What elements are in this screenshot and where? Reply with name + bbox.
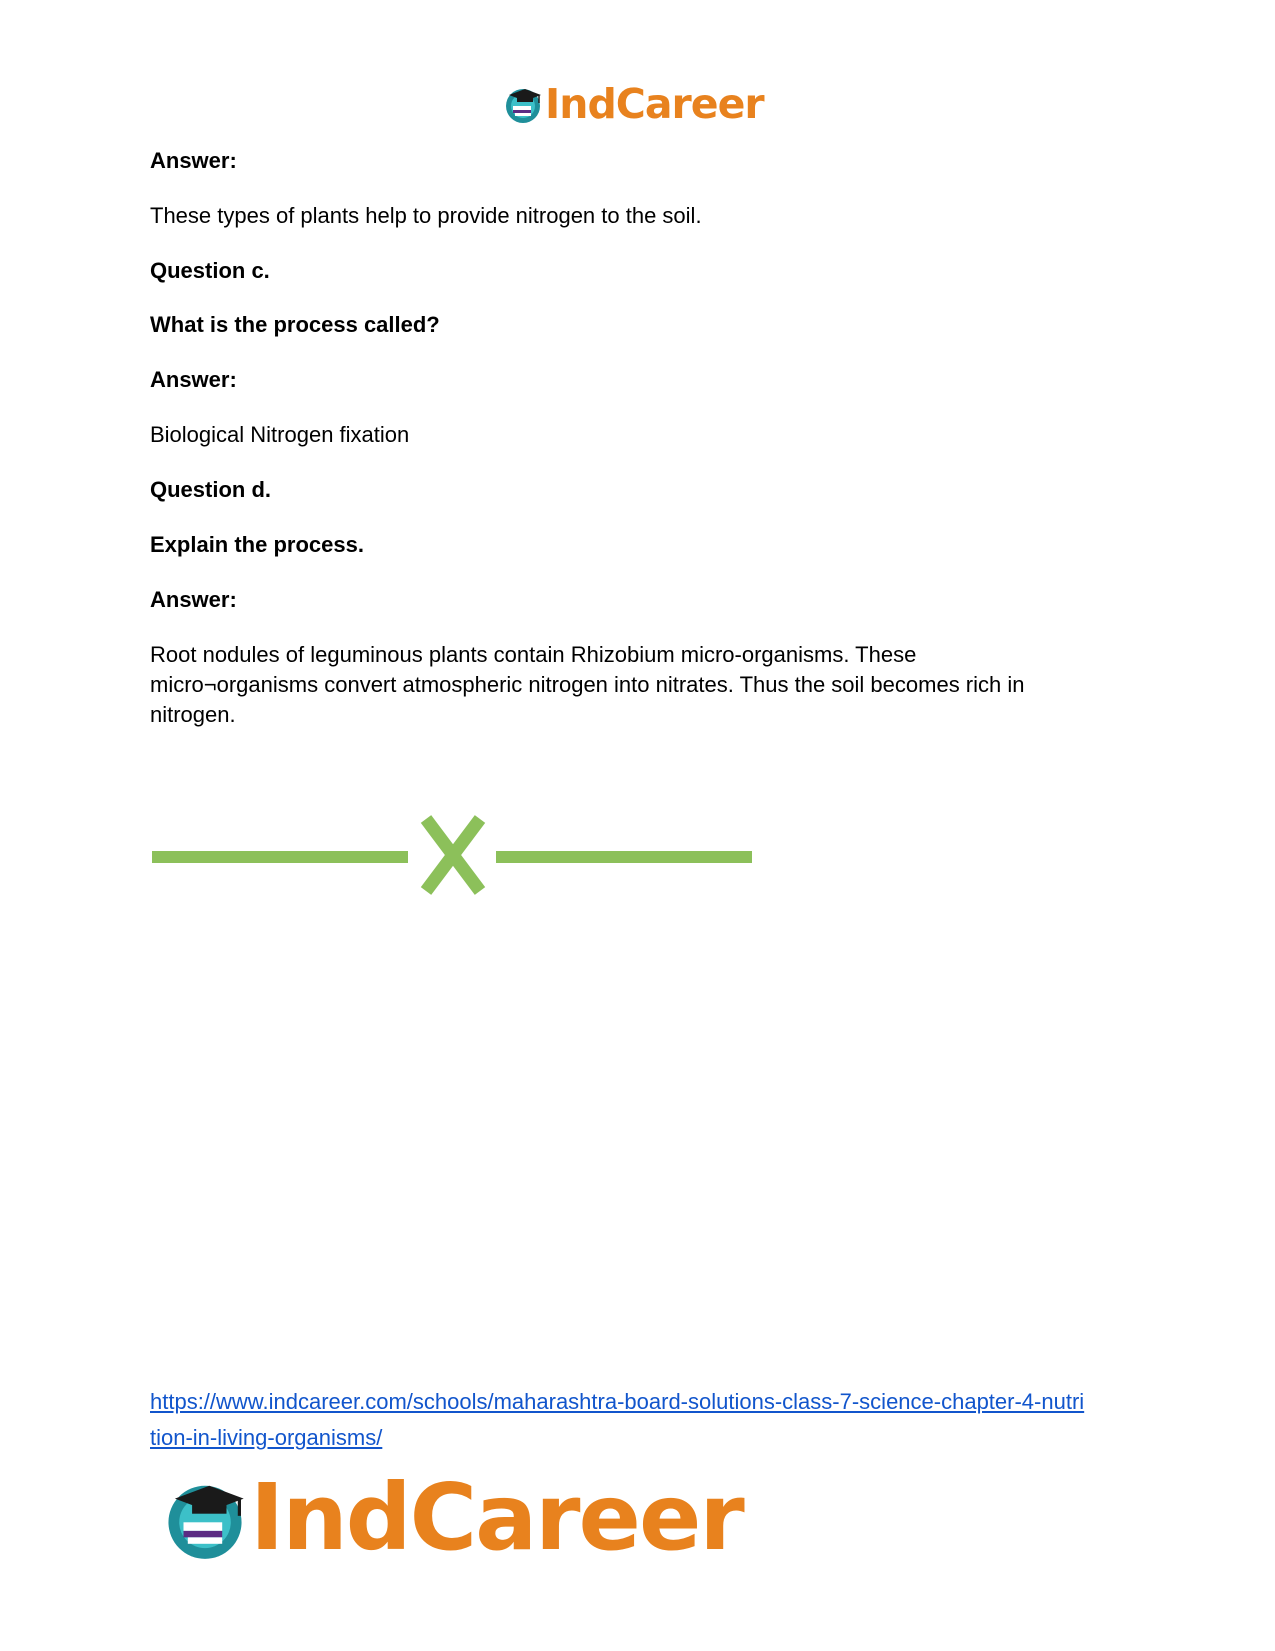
paragraph-line: Root nodules of leguminous plants contain Rhizobium micro-organisms. These: [150, 642, 917, 667]
divider-left-line: [152, 851, 408, 863]
answer-label: Answer:: [150, 587, 237, 612]
paragraph-line: nitrogen.: [150, 702, 236, 727]
answer-label: Answer:: [150, 367, 237, 392]
divider-right-line: [496, 851, 752, 863]
source-link[interactable]: https://www.indcareer.com/schools/maharashtra-board-solutions-class-7-science-chapter-4-nutri: [150, 1389, 1085, 1414]
question-label: Question d.: [150, 477, 271, 502]
paragraph-line: micro¬organisms convert atmospheric nitrogen into nitrates. Thus the soil becomes rich in: [150, 672, 1025, 697]
answer-text: These types of plants help to provide nitrogen to the soil.: [150, 203, 702, 228]
question-text: What is the process called?: [150, 312, 440, 337]
graduation-globe-icon: [503, 84, 543, 124]
answer-label: Answer:: [150, 148, 237, 173]
answer-paragraph: [150, 640, 1080, 730]
question-text: Explain the process.: [150, 532, 364, 557]
footer-logo: [162, 1464, 743, 1571]
graduation-globe-icon: [162, 1475, 248, 1561]
logo-wordmark: IndCareer: [545, 80, 764, 128]
logo-wordmark: IndCareer: [250, 1464, 743, 1571]
answer-text: Biological Nitrogen fixation: [150, 422, 410, 447]
header-logo: [503, 80, 764, 128]
divider-shape: [152, 819, 752, 891]
source-link[interactable]: tion-in-living-organisms/: [150, 1425, 383, 1450]
section-divider: [150, 815, 754, 895]
question-label: Question c.: [150, 258, 270, 283]
